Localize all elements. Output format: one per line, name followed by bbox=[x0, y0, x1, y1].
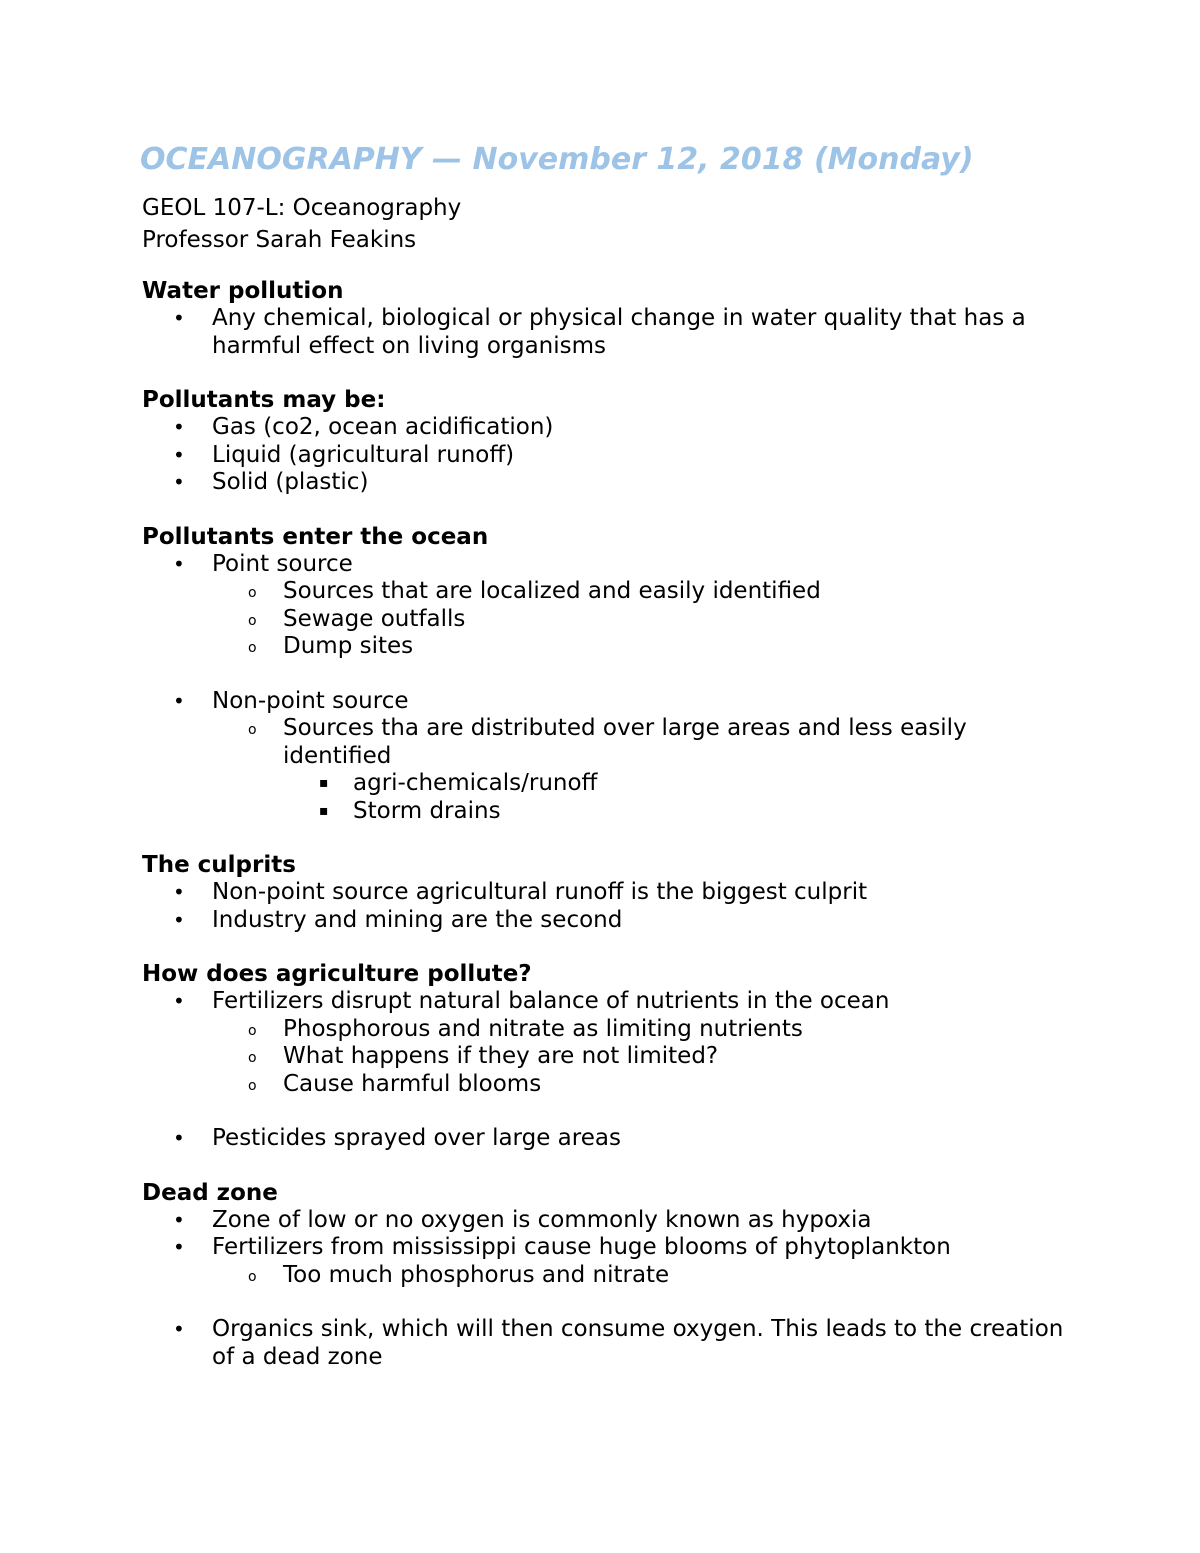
list-item bbox=[142, 907, 1082, 935]
list-item bbox=[142, 551, 1082, 579]
list-item bbox=[142, 469, 1082, 497]
sub-bullet-marker: o bbox=[248, 1077, 257, 1094]
list-item bbox=[142, 1316, 1082, 1371]
sub-list-item bbox=[142, 1016, 1082, 1044]
section-heading: Pollutants enter the ocean bbox=[142, 523, 489, 550]
sub-sub-list-item-text: Storm drains bbox=[353, 797, 501, 824]
bullet-marker: • bbox=[173, 442, 185, 467]
list-item bbox=[142, 688, 1082, 716]
list-item-text: Liquid (agricultural runoff) bbox=[212, 441, 515, 468]
spacer bbox=[142, 1289, 1082, 1316]
square-bullet-marker: ▪ bbox=[319, 775, 329, 791]
sub-list-item-text: Phosphorous and nitrate as limiting nutrients bbox=[283, 1015, 803, 1042]
list-item-text: Organics sink, which will then consume oxygen. This leads to the creation of a dead zone bbox=[212, 1316, 1064, 1370]
sub-list-item-text: Sources that are localized and easily identified bbox=[283, 578, 821, 604]
bullet-marker: • bbox=[173, 880, 185, 904]
sub-bullet-marker: o bbox=[248, 1022, 257, 1039]
list-item bbox=[142, 988, 1082, 1016]
sub-list-item-text: Cause harmful blooms bbox=[283, 1070, 542, 1097]
sub-list-item-text: What happens if they are not limited? bbox=[283, 1043, 719, 1069]
list-item-text: Pesticides sprayed over large areas bbox=[212, 1125, 621, 1151]
list-item-text: Any chemical, biological or physical change in water quality that has a harmful effect on living organisms bbox=[212, 305, 1026, 359]
section-water-pollution bbox=[142, 278, 1082, 360]
course-name: GEOL 107-L: Oceanography bbox=[142, 195, 462, 221]
sub-sub-list-item bbox=[142, 798, 1082, 826]
section-agriculture bbox=[142, 961, 1082, 1153]
list-item-text: Industry and mining are the second bbox=[212, 906, 623, 933]
sub-list-item bbox=[142, 715, 1082, 770]
document-title: OCEANOGRAPHY — November 12, 2018 (Monday) bbox=[140, 142, 974, 177]
sub-bullet-marker: o bbox=[248, 640, 257, 656]
sub-sub-list-item-text: agri-chemicals/runoff bbox=[353, 770, 598, 796]
section-heading: Pollutants may be: bbox=[142, 387, 386, 413]
list-item-text: Fertilizers disrupt natural balance of nutrients in the ocean bbox=[212, 988, 890, 1014]
bullet-marker: • bbox=[173, 688, 185, 713]
bullet-marker: • bbox=[173, 1317, 185, 1341]
sub-bullet-marker: o bbox=[248, 612, 257, 629]
bullet-marker: • bbox=[173, 470, 185, 494]
list-item-text: Non-point source agricultural runoff is the biggest culprit bbox=[212, 879, 868, 905]
list-item-text: Solid (plastic) bbox=[212, 469, 369, 495]
sub-list-item bbox=[142, 1071, 1082, 1099]
sub-bullet-marker: o bbox=[248, 722, 257, 738]
sub-list-item bbox=[142, 578, 1082, 606]
bullet-marker: • bbox=[173, 1126, 185, 1150]
section-heading: Dead zone bbox=[142, 1179, 278, 1206]
section-heading: Water pollution bbox=[142, 278, 344, 304]
sub-bullet-marker: o bbox=[248, 585, 257, 601]
section-heading: The culprits bbox=[142, 852, 296, 878]
bullet-marker: • bbox=[173, 415, 185, 439]
list-item bbox=[142, 1234, 1082, 1262]
bullet-marker: • bbox=[173, 907, 185, 932]
square-bullet-marker: ▪ bbox=[319, 802, 329, 819]
document-page bbox=[142, 140, 1082, 1398]
sub-bullet-marker: o bbox=[248, 1268, 257, 1285]
bullet-marker: • bbox=[173, 1235, 185, 1259]
list-item-text: Zone of low or no oxygen is commonly known as hypoxia bbox=[212, 1206, 872, 1233]
sub-sub-list-item bbox=[142, 770, 1082, 798]
list-item bbox=[142, 442, 1082, 470]
course-info bbox=[142, 192, 1082, 256]
sub-list-item-text: Too much phosphorus and nitrate bbox=[283, 1261, 670, 1288]
sub-bullet-marker: o bbox=[248, 1050, 257, 1066]
list-item bbox=[142, 1207, 1082, 1235]
sub-list-item bbox=[142, 1262, 1082, 1290]
list-item-text: Point source bbox=[212, 550, 353, 577]
sub-list-item-text: Sewage outfalls bbox=[283, 605, 466, 632]
list-item-text: Gas (co2, ocean acidification) bbox=[212, 414, 554, 440]
list-item bbox=[142, 305, 1082, 360]
bullet-marker: • bbox=[173, 989, 185, 1013]
sub-list-item bbox=[142, 1043, 1082, 1071]
list-item bbox=[142, 879, 1082, 907]
section-pollutants-may-be bbox=[142, 387, 1082, 497]
sub-list-item bbox=[142, 633, 1082, 661]
bullet-marker: • bbox=[173, 1207, 185, 1232]
list-item bbox=[142, 414, 1082, 442]
list-item-text: Fertilizers from mississippi cause huge blooms of phytoplankton bbox=[212, 1234, 951, 1260]
bullet-marker: • bbox=[173, 551, 185, 576]
spacer bbox=[142, 661, 1082, 688]
sub-list-item bbox=[142, 606, 1082, 634]
professor-name: Professor Sarah Feakins bbox=[142, 227, 417, 253]
sub-list-item-text: Dump sites bbox=[283, 633, 414, 659]
section-heading: How does agriculture pollute? bbox=[142, 961, 532, 987]
spacer bbox=[142, 1098, 1082, 1125]
section-dead-zone bbox=[142, 1180, 1082, 1372]
bullet-marker: • bbox=[173, 306, 185, 330]
section-culprits bbox=[142, 852, 1082, 934]
list-item bbox=[142, 1125, 1082, 1153]
sub-list-item-text: Sources tha are distributed over large areas and less easily identified bbox=[283, 715, 967, 769]
section-pollutants-enter-ocean bbox=[142, 524, 1082, 826]
list-item-text: Non-point source bbox=[212, 687, 409, 714]
